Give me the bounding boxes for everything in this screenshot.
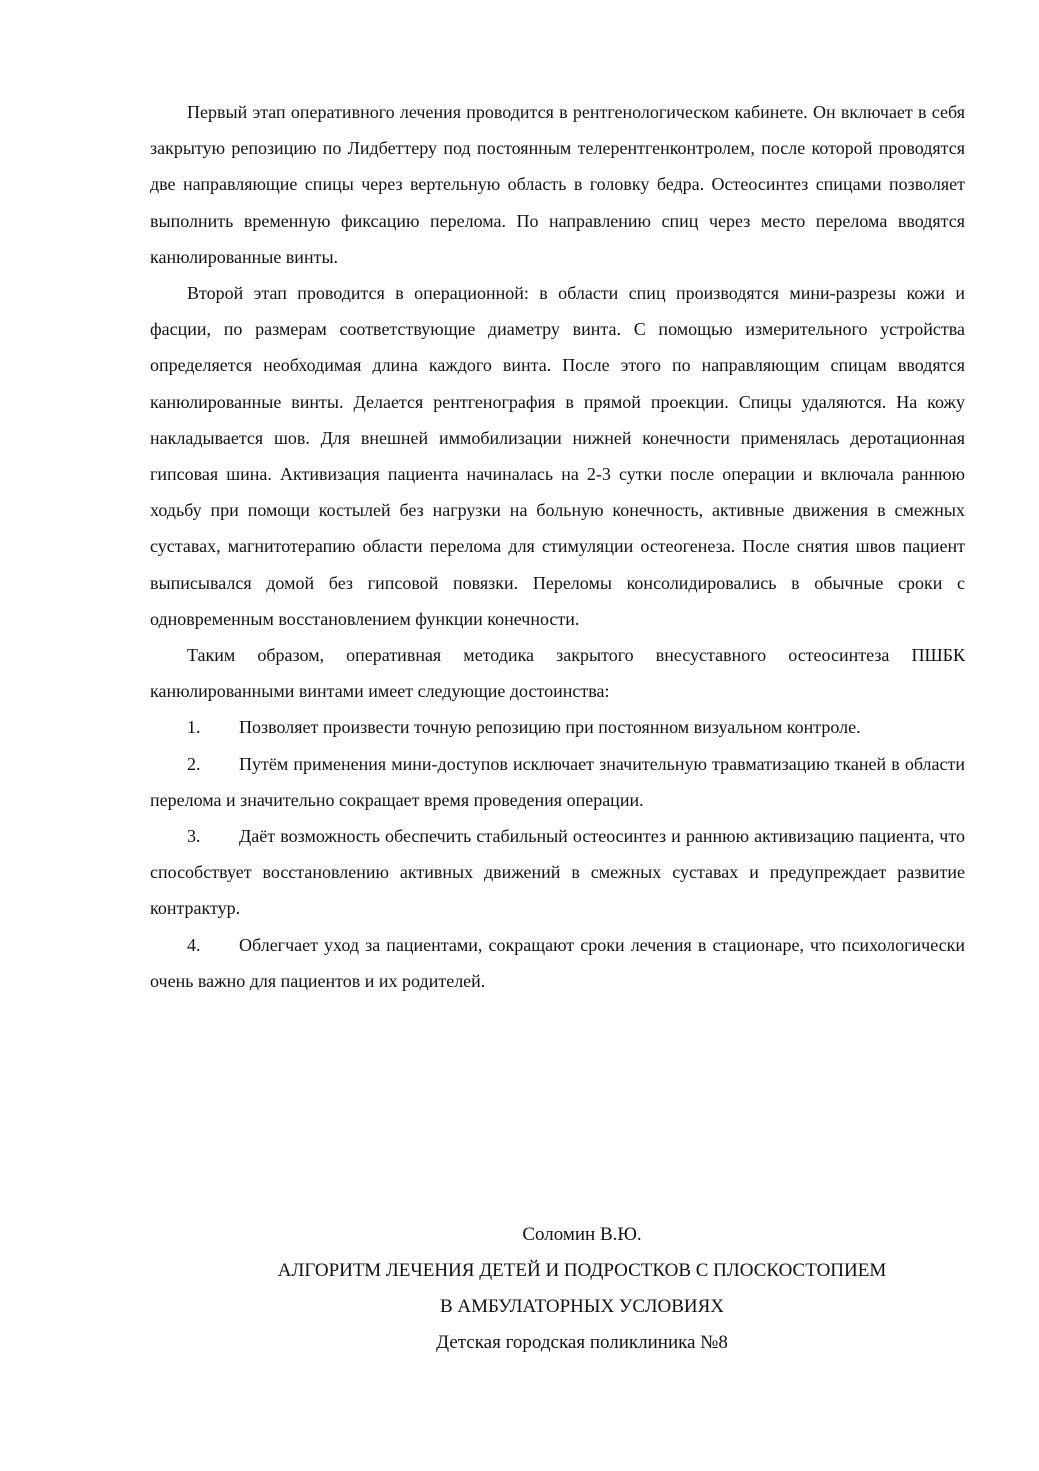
article-author: Соломин В.Ю. [522, 1224, 642, 1245]
list-item-text: Облегчает уход за пациентами, сокращают сроки лечения в стационаре, что психологически очень важно для пациентов и их родителей. [150, 934, 965, 991]
article-body [150, 94, 965, 999]
article-affiliation: Детская городская поликлиника №8 [436, 1332, 728, 1353]
list-item-number: 2. [187, 753, 201, 774]
next-article-header [150, 1217, 1014, 1361]
list-item [150, 709, 965, 745]
list-item [150, 746, 965, 818]
list-item-number: 3. [187, 826, 201, 847]
article-title-line-1: АЛГОРИТМ ЛЕЧЕНИЯ ДЕТЕЙ И ПОДРОСТКОВ С ПЛОСКОСТОПИЕМ [277, 1260, 887, 1281]
advantages-list [150, 709, 965, 999]
paragraph-first-stage: Первый этап оперативного лечения проводится в рентгенологическом кабинете. Он включает в себя закрытую репозицию по Лидбеттеру под постоянным телерентгенконтролем, после которой проводятся две направляющие спицы через вертельную область в головку бедра. Остеосинтез спицами позволяет выполнить временную фиксацию перелома. По направлению спиц через место перелома вводятся канюлированные винты. [150, 102, 965, 267]
list-item-text: Даёт возможность обеспечить стабильный остеосинтез и раннюю активизацию пациента, что способствует восстановлению активных движений в смежных суставах и предупреждает развитие контрактур. [150, 826, 965, 919]
list-item [150, 818, 965, 927]
article-title-line-2: В АМБУЛАТОРНЫХ УСЛОВИЯХ [440, 1296, 724, 1317]
list-item-number: 4. [187, 934, 201, 955]
paragraph-second-stage: Второй этап проводится в операционной: в области спиц производятся мини-разрезы кожи и фасции, по размерам соответствующие диаметру винта. С помощью измерительного устройства определяется необходимая длина каждого винта. После этого по направляющим спицам вводятся канюлированные винты. Делается рентгенография в прямой проекции. Спицы удаляются. На кожу накладывается шов. Для внешней иммобилизации нижней конечности применялась деротационная гипсовая шина. Активизация пациента начиналась на 2-3 сутки после операции и включала раннюю ходьбу при помощи костылей без нагрузки на больную конечность, активные движения в смежных суставах, магнитотерапию области перелома для стимуляции остеогенеза. После снятия швов пациент выписывался домой без гипсовой повязки. Переломы консолидировались в обычные сроки с одновременным восстановлением функции конечности. [150, 283, 965, 629]
list-item [150, 927, 965, 999]
paragraph-conclusion: Таким образом, оперативная методика закрытого внесуставного остеосинтеза ПШБК канюлированными винтами имеет следующие достоинства: [150, 645, 965, 702]
list-item-text: Путём применения мини-доступов исключает значительную травматизацию тканей в области перелома и значительно сокращает время проведения операции. [150, 753, 965, 810]
list-item-number: 1. [187, 717, 201, 738]
list-item-text: Позволяет произвести точную репозицию при постоянном визуальном контроле. [239, 717, 861, 738]
